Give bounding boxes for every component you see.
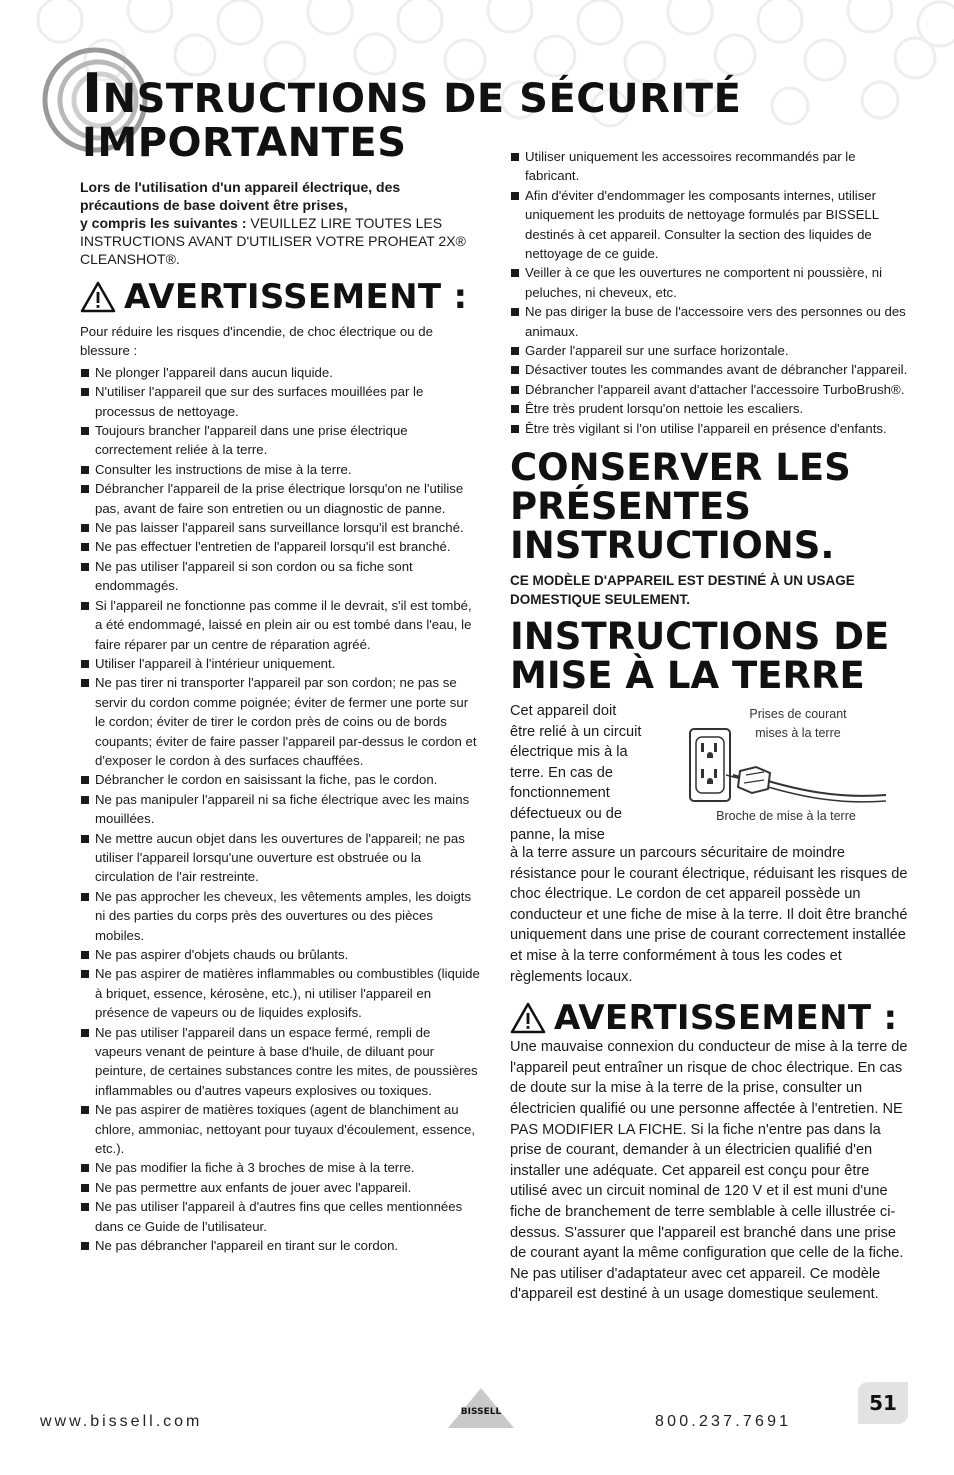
warning-1-list-item: Ne plonger l'appareil dans aucun liquide. bbox=[80, 363, 480, 382]
right-column bbox=[510, 147, 910, 1317]
right-safety-list-item: Garder l'appareil sur une surface horizontale. bbox=[510, 341, 910, 360]
right-safety-list-item: Utiliser uniquement les accessoires recommandés par le fabricant. bbox=[510, 147, 910, 186]
right-safety-list-item: Débrancher l'appareil avant d'attacher l'accessoire TurboBrush®. bbox=[510, 380, 910, 399]
conserver-heading: CONSERVER LES PRÉSENTES INSTRUCTIONS. bbox=[510, 446, 851, 568]
warning-1-list-item: N'utiliser l'appareil que sur des surfaces mouillées par le processus de nettoyage. bbox=[80, 382, 480, 421]
phone-number: 800.237.7691 bbox=[655, 1413, 792, 1430]
page-number: 51 bbox=[858, 1382, 908, 1424]
title-initial: I bbox=[82, 62, 103, 125]
warning-1-list-item: Ne pas laisser l'appareil sans surveillance lorsqu'il est branché. bbox=[80, 518, 480, 537]
warning-1-list-item: Utiliser l'appareil à l'intérieur uniquement. bbox=[80, 654, 480, 673]
left-column bbox=[80, 178, 480, 1256]
grounding-intro-text: Cet appareil doit être relié à un circuit électrique mis à la terre. En cas de fonctionnement défectueux ou de panne, la mise bbox=[510, 703, 642, 843]
intro-rest: VEUILLEZ LIRE TOUTES LES INSTRUCTIONS AVANT D'UTILISER VOTRE PROHEAT 2X® CLEANSHOT®. bbox=[80, 215, 466, 267]
grounded-outlet-figure bbox=[686, 705, 886, 829]
intro-bold-1: Lors de l'utilisation d'un appareil électrique, des précautions de base doivent être prises, bbox=[80, 179, 401, 213]
warning-1-list-item: Ne pas approcher les cheveux, les vêtements amples, les doigts ni des parties du corps près des ouvertures ou des pièces mobiles. bbox=[80, 887, 480, 945]
warning-1-list-item: Ne pas aspirer de matières toxiques (agent de blanchiment au chlore, ammoniac, nettoyant pour tuyaux d'écoulement, essence, etc.). bbox=[80, 1100, 480, 1158]
warning-1-list-item: Si l'appareil ne fonctionne pas comme il le devrait, s'il est tombé, a été endommagé, laissé en plein air ou est tombé dans l'eau, le faire réparer par un centre de réparation agréé. bbox=[80, 596, 480, 654]
right-safety-list-item: Désactiver toutes les commandes avant de débrancher l'appareil. bbox=[510, 360, 910, 379]
warning-heading-1 bbox=[80, 278, 480, 316]
warning-triangle-icon bbox=[80, 281, 116, 313]
warning-1-list-item: Ne pas permettre aux enfants de jouer avec l'appareil. bbox=[80, 1178, 480, 1197]
title-line-2: IMPORTANTES bbox=[82, 120, 407, 166]
warning-1-list-item: Toujours brancher l'appareil dans une prise électrique correctement reliée à la terre. bbox=[80, 421, 480, 460]
title-line-1: NSTRUCTIONS DE SÉCURITÉ bbox=[102, 76, 742, 122]
warning-1-list-item: Consulter les instructions de mise à la terre. bbox=[80, 460, 480, 479]
warning-1-list-item: Débrancher l'appareil de la prise électrique lorsqu'on ne l'utilise pas, avant de faire son entretien ou un diagnostic de panne. bbox=[80, 479, 480, 518]
intro-bold-2: y compris les suivantes : bbox=[80, 215, 247, 231]
right-safety-list-item: Veiller à ce que les ouvertures ne comportent ni poussière, ni peluches, ni cheveux, etc. bbox=[510, 263, 910, 302]
website-link[interactable]: www.bissell.com bbox=[40, 1413, 203, 1430]
warning-1-lead: Pour réduire les risques d'incendie, de choc électrique ou de blessure : bbox=[80, 324, 433, 359]
warning-1-list-item: Ne pas tirer ni transporter l'appareil par son cordon; ne pas se servir du cordon comme poignée; éviter de fermer une porte sur le cordon; éviter de tirer le cordon près de coins ou de bords coupants; éviter de faire passer l'appareil par-dessus le cordon et d'exposer le cordon à des surfaces chauffées. bbox=[80, 673, 480, 770]
warning-1-list-item: Ne pas utiliser l'appareil à d'autres fins que celles mentionnées dans ce Guide de l'utilisateur. bbox=[80, 1197, 480, 1236]
right-safety-list bbox=[510, 147, 910, 438]
right-safety-list-item: Être très prudent lorsqu'on nettoie les escaliers. bbox=[510, 399, 910, 418]
warning-1-list-item: Ne pas effectuer l'entretien de l'appareil lorsqu'il est branché. bbox=[80, 537, 480, 556]
ground-pin-label: Broche de mise à la terre bbox=[716, 809, 856, 824]
intro-paragraph bbox=[80, 178, 480, 268]
warning-1-list-item: Ne pas modifier la fiche à 3 broches de mise à la terre. bbox=[80, 1158, 480, 1177]
warning-1-list-item: Ne pas utiliser l'appareil si son cordon ou sa fiche sont endommagés. bbox=[80, 557, 480, 596]
grounding-heading: INSTRUCTIONS DE MISE À LA TERRE bbox=[510, 615, 890, 698]
right-safety-list-item: Être très vigilant si l'on utilise l'appareil en présence d'enfants. bbox=[510, 419, 910, 438]
warning-1-list-item: Ne pas aspirer d'objets chauds ou brûlants. bbox=[80, 945, 480, 964]
bissell-logo bbox=[448, 1388, 514, 1428]
warning-1-list-item: Ne pas débrancher l'appareil en tirant sur le cordon. bbox=[80, 1236, 480, 1255]
warning-1-list bbox=[80, 363, 480, 1256]
grounding-intro-block bbox=[510, 701, 910, 843]
warning-2-title: AVERTISSEMENT : bbox=[554, 998, 898, 1039]
household-use-notice: CE MODÈLE D'APPAREIL EST DESTINÉ À UN USAGE DOMESTIQUE SEULEMENT. bbox=[510, 573, 855, 608]
warning-heading-2 bbox=[510, 999, 910, 1037]
warning-1-list-item: Ne pas manipuler l'appareil ni sa fiche électrique avec les mains mouillées. bbox=[80, 790, 480, 829]
right-safety-list-item: Ne pas diriger la buse de l'accessoire vers des personnes ou des animaux. bbox=[510, 302, 910, 341]
right-safety-list-item: Afin d'éviter d'endommager les composants internes, utiliser uniquement les produits de nettoyage formulés par BISSELL destinés à cet appareil. Consulter la section des liquides de nettoyage de ce guide. bbox=[510, 186, 910, 264]
grounding-body-text: à la terre assure un parcours sécuritaire de moindre résistance pour le courant électrique, réduisant les risques de choc électrique. Le cordon de cet appareil possède un conducteur et une fiche de mise à la terre. Il doit être branché uniquement dans une prise de courant correctement installée et mise à la terre conformément à tous les codes et règlements locaux. bbox=[510, 845, 908, 985]
warning-triangle-icon bbox=[510, 1002, 546, 1034]
warning-1-list-item: Ne mettre aucun objet dans les ouvertures de l'appareil; ne pas utiliser l'appareil lorsqu'une ouverture est obstruée ou la circulation de l'air restreinte. bbox=[80, 829, 480, 887]
warning-2-text: Une mauvaise connexion du conducteur de mise à la terre de l'appareil peut entraîner un risque de choc électrique. En cas de doute sur la mise à la terre de la prise, consulter un électricien qualifié ou une personne affectée à l'entretien. NE PAS MODIFIER LA FICHE. Si la fiche n'entre pas dans la prise de courant, demander à un électricien qualifié d'en installer une adéquate. Cet appareil est conçu pour être utilisé avec un circuit nominal de 120 V et il est muni d'une fiche de branchement de terre semblable à celle illustrée ci-dessus. S'assurer que l'appareil est branché dans une prise de courant ayant la même configuration que celle de la fiche. Ne pas utiliser d'adaptateur avec cet appareil. Ce modèle d'appareil est destiné à un usage domestique seulement. bbox=[510, 1039, 908, 1303]
warning-1-title: AVERTISSEMENT : bbox=[124, 277, 468, 317]
warning-1-list-item: Ne pas aspirer de matières inflammables ou combustibles (liquide à briquet, essence, kérosène, etc.), ni utiliser l'appareil en présence de vapeurs ou de liquides explosifs. bbox=[80, 964, 480, 1022]
warning-1-list-item: Débrancher le cordon en saisissant la fiche, pas le cordon. bbox=[80, 770, 480, 789]
warning-1-list-item: Ne pas utiliser l'appareil dans un espace fermé, rempli de vapeurs venant de peinture à base d'huile, de diluant pour peinture, de certaines substances contre les mites, de poussières inflammables ou d'autres vapeurs explosives ou toxiques. bbox=[80, 1023, 480, 1101]
logo-text: BISSELL bbox=[460, 1407, 502, 1417]
outlet-label: Prises de courant mises à la terre bbox=[749, 707, 847, 741]
